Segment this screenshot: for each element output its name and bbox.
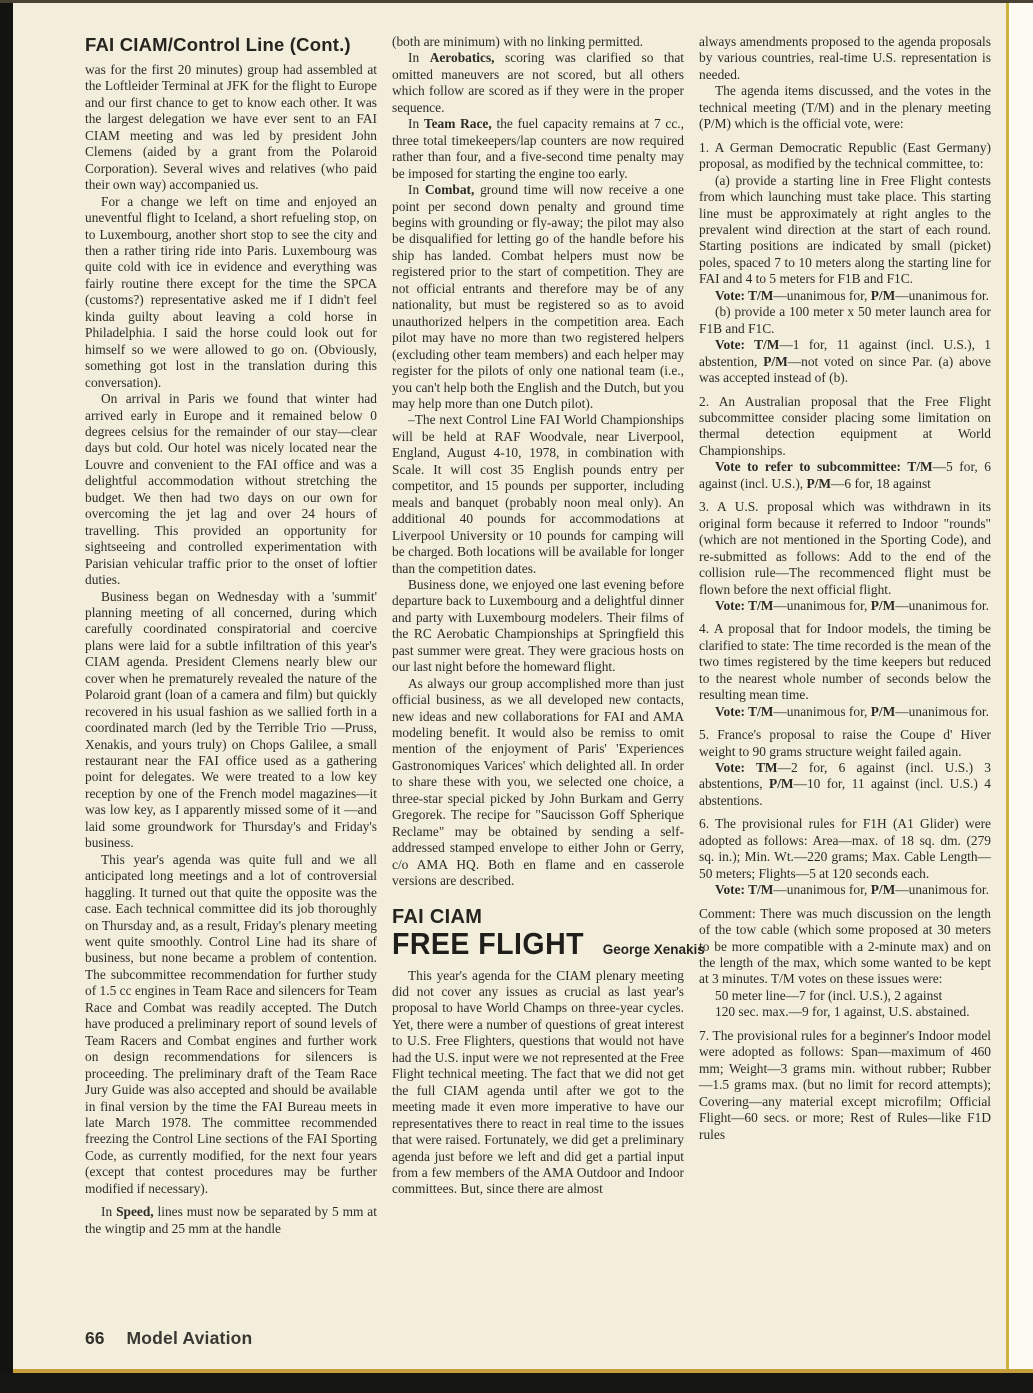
paragraph: Business done, we enjoyed one last evening before departure back to Luxembourg and a delightful dinner and party with Luxembourg modelers. Their films of the RC Aerobatic Championships at Springfield this past summer were great. They were gracious hosts on our last night before the homeward flight. [392, 576, 684, 675]
paragraph: (both are minimum) with no linking permitted. [392, 34, 644, 49]
paragraph: On arrival in Paris we found that winter had arrived early in Europe and it remained below 0 degrees celsius for the remainder of our stay—clear days but cold. Our hotel was nicely located near the Louvre and convenient to the FAI office and was a delightful accommodation without stretching the budget. We then had two days on our own for overcoming the jet lag and over 24 hours of travelling. This provided an opportunity for sightseeing and controlled experimentation with Parisian vehicular traffic prior to the onset of loftier duties. [85, 391, 377, 588]
paragraph: Comment: There was much discussion on the length of the tow cable (which some proposed at 30 meters to be more compatible with a 2-minute max) and on the length of the max, which some wanted to be kept at 3 minutes. T/M votes on these issues were: [699, 905, 991, 987]
paragraph: Vote: T/M—1 for, 11 against (incl. U.S.), 1 abstention, P/M—not voted on since Par. (a) above was accepted instead of (b). [699, 337, 991, 386]
paragraph: This year's agenda for the CIAM plenary meeting did not cover any issues as crucial as last year's proposal to have World Champs on three-year cycles. Yet, there were a number of questions of great interest to U.S. Free Flighters, questions that would not have had the U.S. input were we not represented at the Free Flight technical meeting. The fact that we did not get the full CIAM agenda until after we got to the meeting made it even more imperative to have our representatives there to react in real time to the issues that were raised. Fortunately, we did get a preliminary agenda just before we left and did get a partial input from a few members of the AMA Outdoor and Indoor committees. But, since there are almost [392, 967, 684, 1197]
paragraph: Vote to refer to subcommittee: T/M—5 for, 6 against (incl. U.S.), P/M—6 for, 18 against [699, 459, 992, 491]
paragraph: In Speed, lines must now be separated by 5 mm at the wingtip and 25 mm at the handle [85, 1204, 377, 1236]
paragraph: 50 meter line—7 for (incl. U.S.), 2 against [715, 987, 943, 1003]
paragraph: 5. France's proposal to raise the Coupe d' Hiver weight to 90 grams structure weight failed again. [699, 727, 991, 759]
paragraph: Business began on Wednesday with a 'summit' planning meeting of all concerned, during which carefully coordinated conspiratorial and coercive plans were laid for a subtle infiltration of this year's CIAM agenda. President Clemens nearly blew our cover when he prematurely revealed the nature of the Polaroid grant (loan of a camera and film) but quickly recovered in his usual fashion as we sallied forth in a coordinated march (led by the Terrible Trio —Pruss, Xenakis, and yours truly) on Chops Galilee, a small restaurant near the FAI office used as a gathering point for delegates. We were treated to a low key reception by one of the French model magazines—it was low key, as I apparently missed some of it —and laid some groundwork for Thursday's and Friday's business. [85, 588, 377, 851]
page-footer [85, 1328, 585, 1349]
paragraph: (a) provide a starting line in Free Flight contests from which launching must take place. This starting line must be approximately at right angles to the prevalent wind direction at the start of each round. Starting positions are indicated by small (picket) poles, spaced 7 to 10 meters along the starting line for FAI and 4 to 5 meters for F1B and F1C. [699, 172, 991, 287]
section-byline: George Xenakis [602, 941, 705, 957]
paragraph: Vote: T/M—unanimous for, P/M—unanimous for. [715, 287, 989, 303]
paragraph: 4. A proposal that for Indoor models, the timing be clarified to state: The time recorded is the mean of the two times registered by the time keepers but reduced to the nearest whole number of seconds below the resulting mean time. [699, 621, 991, 703]
article-title: FAI CIAM/Control Line (Cont.) [85, 34, 351, 55]
paragraph: 120 sec. max.—9 for, 1 against, U.S. abstained. [715, 1004, 970, 1020]
paragraph: always amendments proposed to the agenda proposals by various countries, real-time U.S. representation is needed. [699, 34, 991, 82]
paragraph: 3. A U.S. proposal which was withdrawn in its original form because it referred to Indoor "rounds" (which are not mentioned in the Sporting Code), and re-submitted as follows: Add to the end of the collision rule—The recommenced flight must be flown before the next official flight. [699, 499, 991, 597]
column-2 [392, 34, 705, 1237]
section-heading [392, 905, 705, 961]
section-title: FREE FLIGHT [392, 925, 585, 961]
paragraph: was for the first 20 minutes) group had assembled at the Loftleider Terminal at JFK for the flight to Europe and our first chance to get to know each other. It was the largest delegation we have ever sent to an FAI CIAM meeting and was led by president John Clemens (aided by a grant from the Polaroid Corporation). Several wives and relatives (who paid their own way) accompanied us. [85, 62, 377, 193]
magazine-title: Model Aviation [126, 1328, 253, 1348]
paragraph: This year's agenda was quite full and we all anticipated long meetings and a lot of controversial haggling. It turned out that quite the opposite was the case. Each technical committee did its job thoroughly on Thursday and, as a result, Friday's plenary meeting went quite smoothly. Control Line had its share of business, but none became a problem of contention. The subcommittee recommendation for further study of 1.5 cc engines in Team Race and silencers for Team Race and Combat was readily accepted. The Dutch have produced a preliminary report of sound levels of Team Racers and Combat engines and further work on design recommendations for silencers is proceeding. The preliminary draft of the Team Race Jury Guide was also accepted and should be available in final version by the time the FAI Bureau meets in late March 1978. The committee recommended freezing the Control Line sections of the FAI Sporting Code, as currently modified, for the next four years (except that contest procedures may be further modified if necessary). [85, 851, 377, 1196]
column-3 [699, 34, 991, 1237]
page-left-black-border [0, 0, 13, 1393]
paragraph: For a change we left on time and enjoyed an uneventful flight to Iceland, a short refueling stop, on to Luxembourg, another short stop to see the city and then a rather tiring ride into Paris. Luxembourg was quite cold with ice in evidence and everything was fairly routine there except for the time the SPCA (customs?) representative asked me if I didn't feel kinda guilty about leaving a cold horse in Philadelphia. I said the horse could look out for himself so we were allowed to go on. (Obviously, something got lost in the translation during this conversation). [85, 193, 377, 390]
section-kicker: FAI CIAM [392, 905, 483, 928]
paragraph: 1. A German Democratic Republic (East Germany) proposal, as modified by the technical committee, to: [699, 139, 991, 172]
page-bottom-black-border [0, 1373, 1033, 1393]
paragraph: The agenda items discussed, and the votes in the technical meeting (T/M) and in the plenary meeting (P/M) which is the official vote, were: [699, 83, 991, 132]
paragraph: In Aerobatics, scoring was clarified so that omitted maneuvers are not scored, but all others which follow are scored as if they were in the proper sequence. [392, 50, 684, 115]
page-top-border [0, 0, 1033, 3]
paragraph: –The next Control Line FAI World Championships will be held at RAF Woodvale, near Liverpool, England, August 4-10, 1978, in combination with Scale. It will cost 35 English pounds entry per competitor, and 15 pounds per supporter, including meals and banquet (probably noon meal only). An additional 40 pounds for accommodations at Liverpool University or 10 pounds for camping will be charged. Both locations will be available for longer than the competition dates. [392, 412, 684, 576]
paragraph: As always our group accomplished more than just official business, as we all developed new contacts, new ideas and new collaborations for FAI and AMA modeling benefit. It would also be remiss to omit mention of the enjoyment of Paris' 'Experiences Gastronomiques Varices' which delighted all. In order to share these with you, we selected one choice, a three-star special picked by John Burkam and Gerry Gregorek. The recipe for "Saucisson Goff Spherique Reclame" may be obtained by sending a self-addressed stamped envelope to either John or Gerry, c/o AMA HQ. Both en flame and en casserole versions are described. [392, 675, 684, 889]
paragraph: (b) provide a 100 meter x 50 meter launch area for F1B and F1C. [699, 304, 991, 336]
column-1 [85, 34, 377, 1237]
page-number: 66 [85, 1328, 105, 1348]
paragraph: Vote: TM—2 for, 6 against (incl. U.S.) 3 abstentions, P/M—10 for, 11 against (incl. U.S.) 4 abstentions. [699, 760, 992, 808]
paragraph: Vote: T/M—unanimous for, P/M—unanimous for. [715, 703, 989, 719]
paragraph: 2. An Australian proposal that the Free Flight subcommittee consider placing some limitation on thermal detection equipment at World Championships. [699, 393, 991, 458]
paragraph: 7. The provisional rules for a beginner's Indoor model were adopted as follows: Span—maximum of 460 mm; Weight—3 grams min. without rubber; Rubber—1.5 grams max. (but no limit for record attempts); Covering—any material except microfilm; Official Flight—60 secs. or more; Rest of Rules—like F1D rules [699, 1027, 991, 1142]
paragraph: Vote: T/M—unanimous for, P/M—unanimous for. [715, 597, 989, 613]
paragraph: 6. The provisional rules for F1H (A1 Glider) were adopted as follows: Area—max. of 18 sq. dm. (279 sq. in.); Min. Wt.—220 grams; Max. Cable Length—50 meters; Flights—5 at 120 seconds each. [699, 816, 991, 881]
paragraph: In Combat, ground time will now receive a one point per second down penalty and ground time begins with grounding or fly-away; the pilot may also be disqualified for letting go of the handle before his ship has landed. Combat helpers must now be registered prior to the start of competition. They are not official entrants and therefore may be of any nationality, but must be registered so as to avoid unauthorized helpers in the competition area. Each pilot may have no more than two registered helpers (excluding other team members) and each helper may register for the pilots of only one national team (i.e., you can't help both the English and the Dutch, but you may help more than one Dutch pilot). [392, 182, 684, 411]
page-right-margin [1009, 3, 1033, 1370]
article-body [85, 34, 991, 1237]
paragraph: Vote: T/M—unanimous for, P/M—unanimous for. [715, 882, 989, 898]
paragraph: In Team Race, the fuel capacity remains at 7 cc., three total timekeepers/lap counters are now required rather than four, and a five-second time penalty may be imposed for starting the engine too early. [392, 116, 684, 181]
